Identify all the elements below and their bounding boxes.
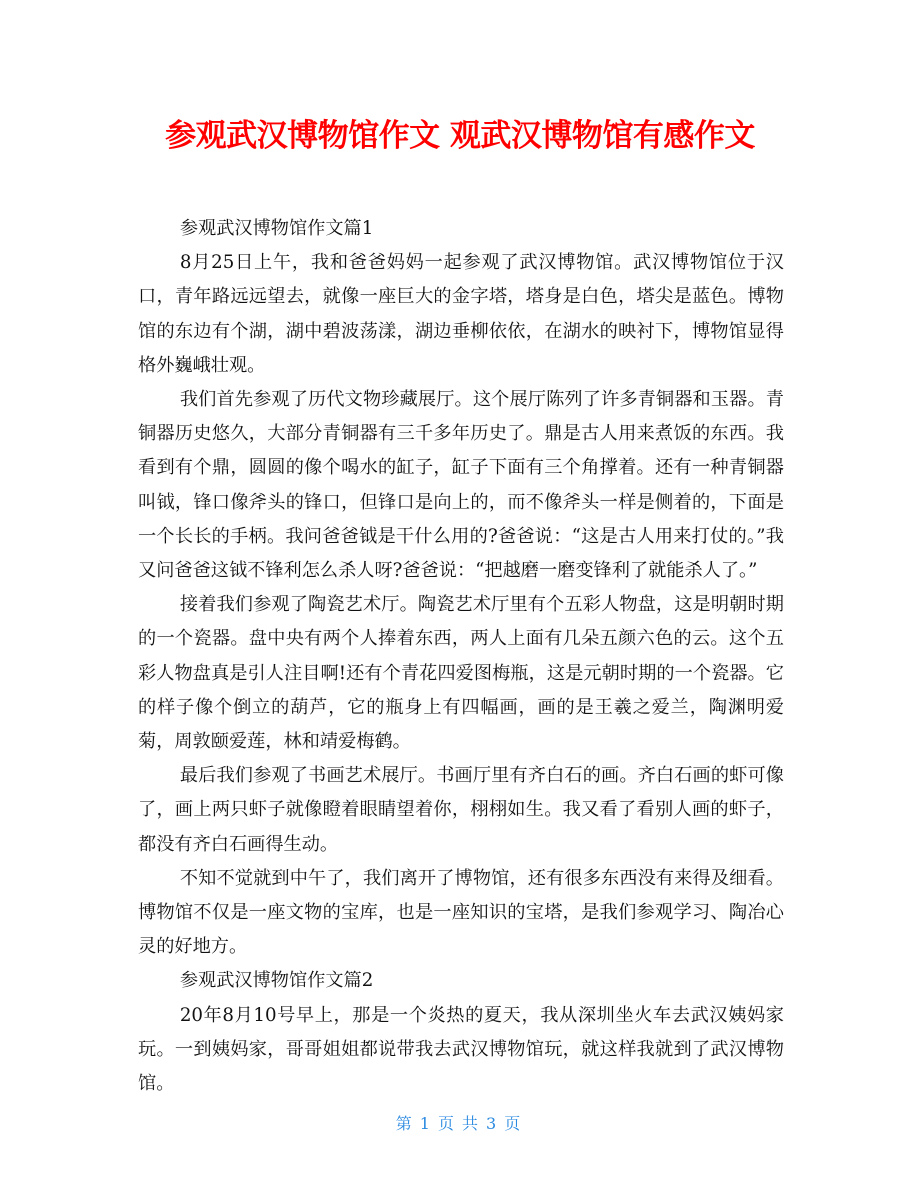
footer-total-prefix: 共	[462, 1114, 483, 1133]
footer-prefix: 第	[395, 1114, 416, 1133]
paragraph: 接着我们参观了陶瓷艺术厅。陶瓷艺术厅里有个五彩人物盘，这是明朝时期的一个瓷器。盘中央有两个人捧着东西，两人上面有几朵五颜六色的云。这个五彩人物盘真是引人注目啊!还有个青花四爱图梅瓶，这是元朝时期的一个瓷器。它的样子像个倒立的葫芦，它的瓶身上有四幅画，画的是王羲之爱兰，陶渊明爱菊，周敦颐爱莲，林和靖爱梅鹤。	[138, 594, 784, 753]
paragraph: 不知不觉就到中午了，我们离开了博物馆，还有很多东西没有来得及细看。博物馆不仅是一座文物的宝库，也是一座知识的宝塔，是我们参观学习、陶冶心灵的好地方。	[138, 867, 784, 958]
current-page-number: 1	[419, 1114, 434, 1133]
total-page-count: 3	[486, 1114, 501, 1133]
document-title: 参观武汉博物馆作文 观武汉博物馆有感作文	[165, 118, 755, 154]
page-number-footer	[0, 1112, 920, 1136]
document-body	[138, 212, 784, 1101]
paragraph: 我们首先参观了历代文物珍藏展厅。这个展厅陈列了许多青铜器和玉器。青铜器历史悠久，大部分青铜器有三千多年历史了。鼎是古人用来煮饭的东西。我看到有个鼎，圆圆的像个喝水的缸子，缸子下面有三个角撑着。还有一种青铜器叫钺，锋口像斧头的锋口，但锋口是向上的，而不像斧头一样是侧着的，下面是一个长长的手柄。我问爸爸钺是干什么用的?爸爸说：“这是古人用来打仗的。”我又问爸爸这钺不锋利怎么杀人呀?爸爸说：“把越磨一磨变锋利了就能杀人了。”	[138, 389, 784, 582]
section-heading-1: 参观武汉博物馆作文篇1	[179, 218, 374, 239]
paragraph: 8月25日上午，我和爸爸妈妈一起参观了武汉博物馆。武汉博物馆位于汉口，青年路远远望去，就像一座巨大的金字塔，塔身是白色，塔尖是蓝色。博物馆的东边有个湖，湖中碧波荡漾，湖边垂柳依依，在湖水的映衬下，博物馆显得格外巍峨壮观。	[138, 252, 784, 376]
paragraph: 最后我们参观了书画艺术展厅。书画厅里有齐白石的画。齐白石画的虾可像了，画上两只虾子就像瞪着眼睛望着你，栩栩如生。我又看了看别人画的虾子，都没有齐白石画得生动。	[138, 765, 784, 855]
paragraph: 20年8月10号早上，那是一个炎热的夏天，我从深圳坐火车去武汉姨妈家玩。一到姨妈家，哥哥姐姐都说带我去武汉博物馆玩，就这样我就到了武汉博物馆。	[138, 1004, 784, 1095]
section-heading-2: 参观武汉博物馆作文篇2	[179, 970, 374, 992]
footer-page-word: 页	[437, 1114, 458, 1133]
footer-suffix: 页	[504, 1114, 525, 1133]
